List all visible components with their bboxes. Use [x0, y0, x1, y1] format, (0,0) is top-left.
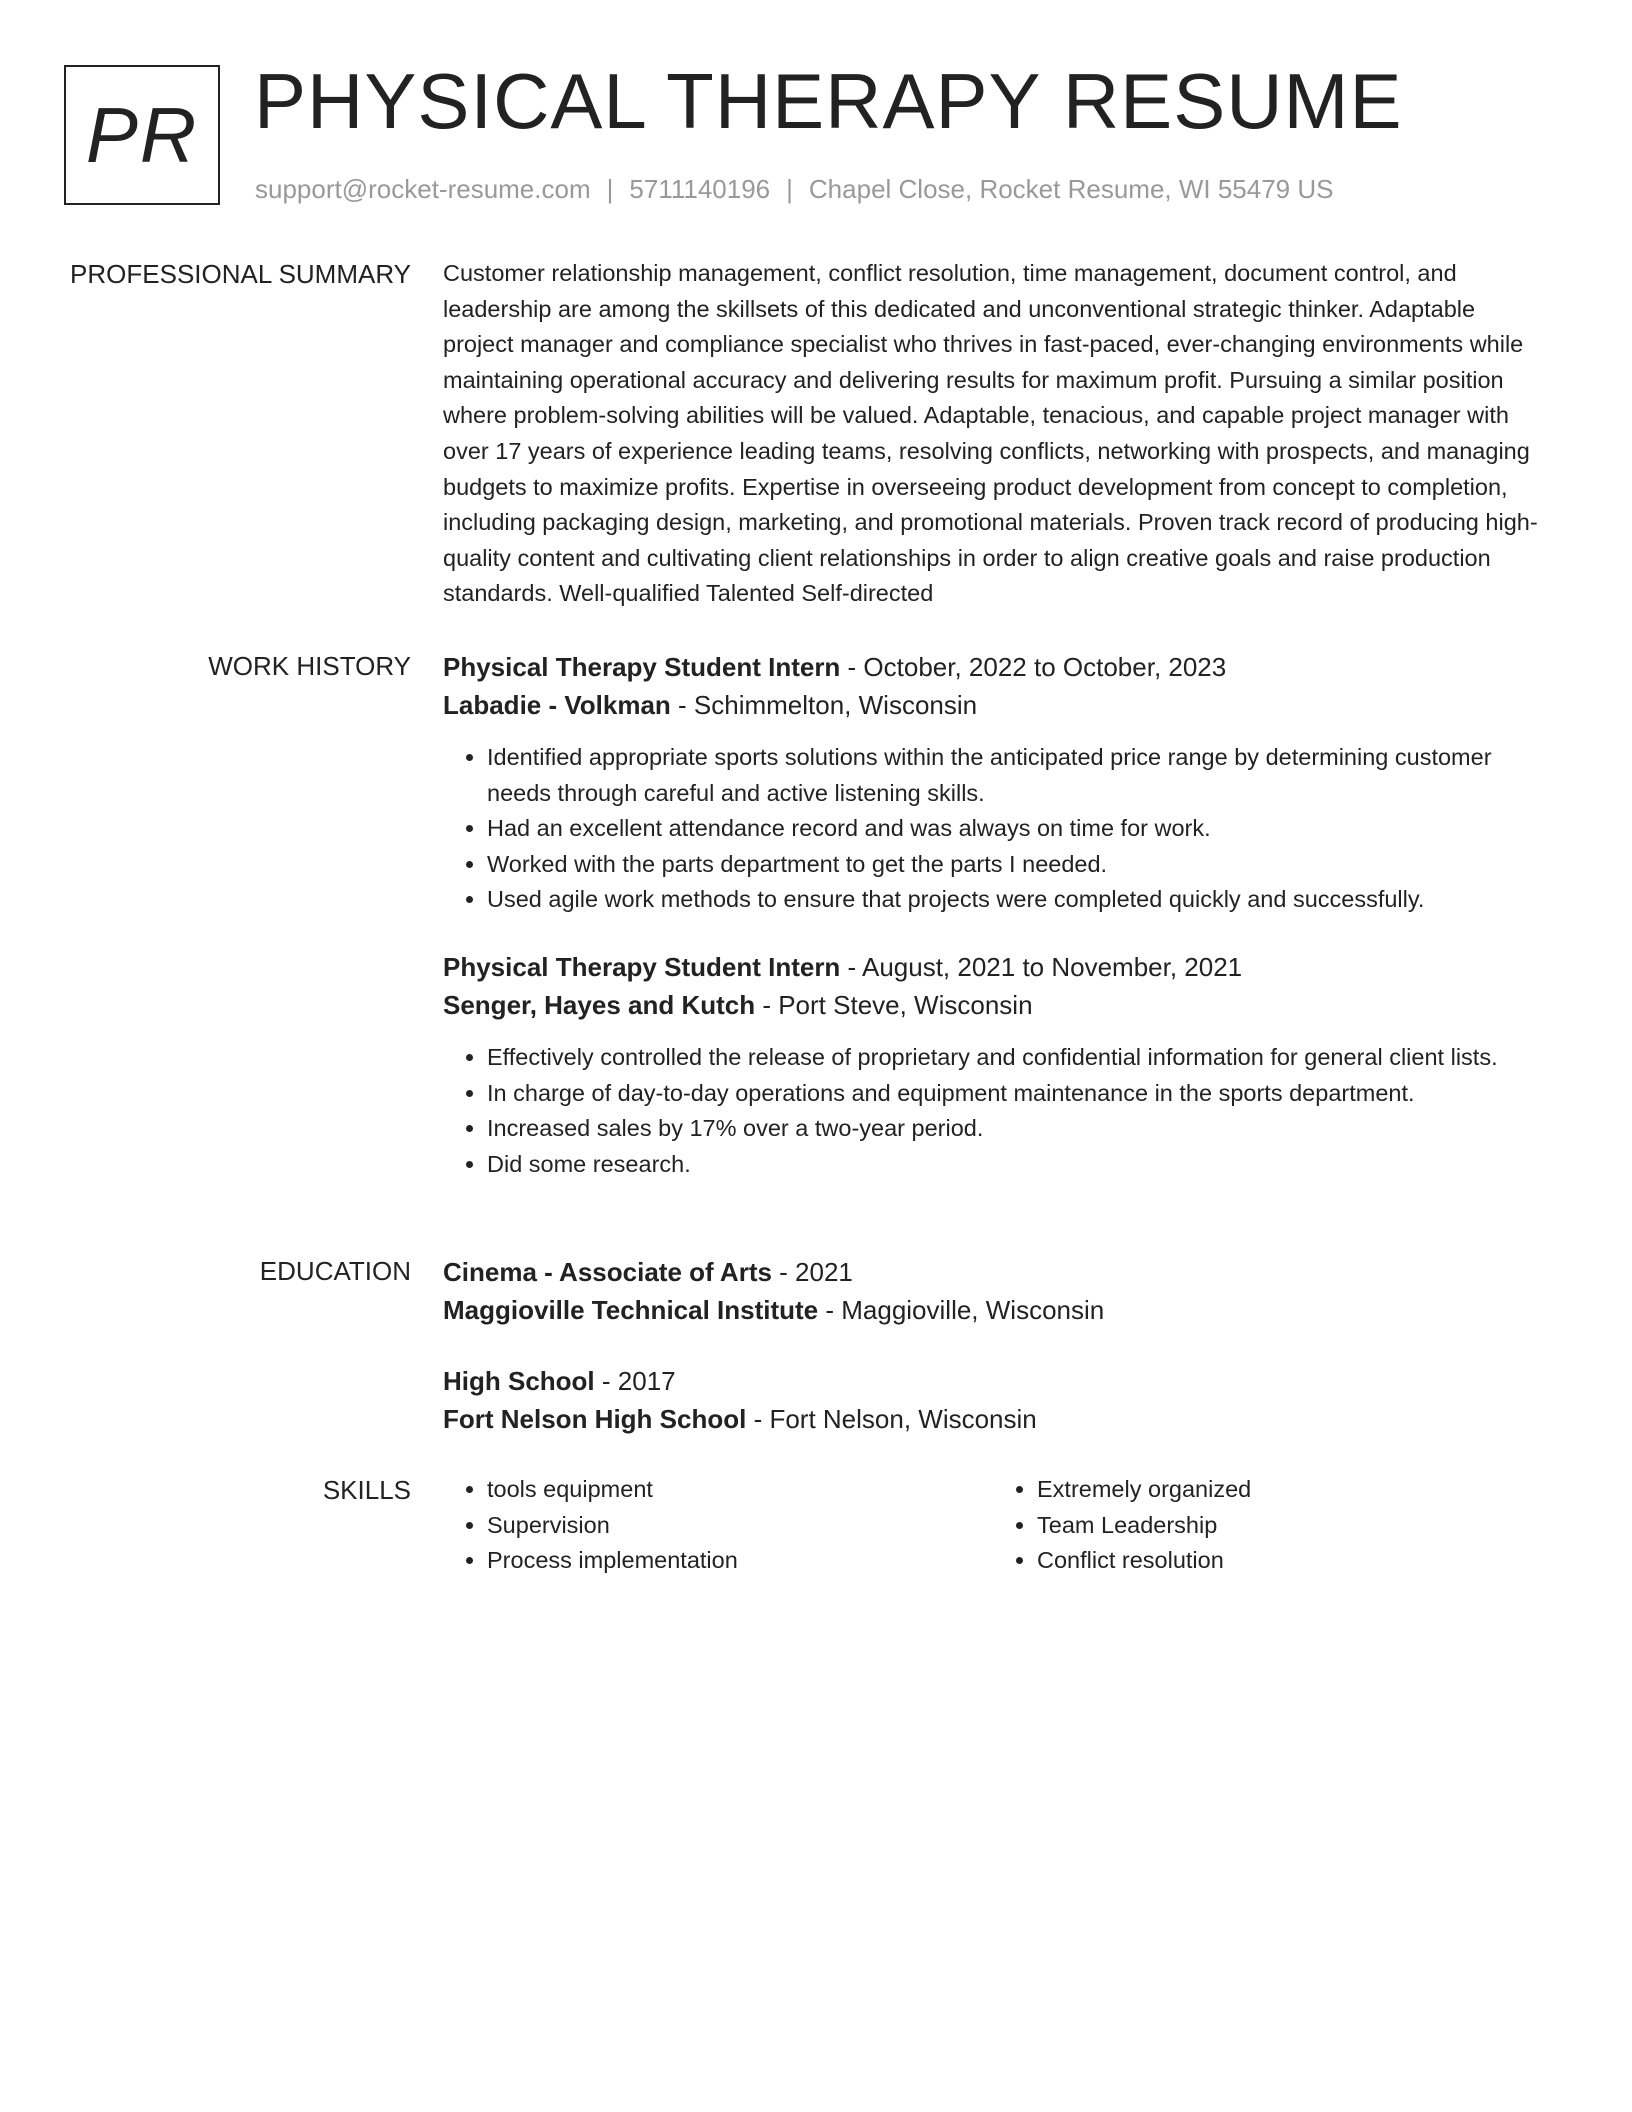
section-label-work-history: WORK HISTORY	[208, 651, 411, 681]
education-location: - Fort Nelson, Wisconsin	[746, 1404, 1037, 1434]
skills-body	[443, 1472, 1543, 1579]
skill-item: • tools equipment	[487, 1472, 993, 1508]
education-school: Fort Nelson High School	[443, 1404, 747, 1434]
education-degree: Cinema - Associate of Arts	[443, 1257, 772, 1287]
job-entry	[443, 648, 1543, 918]
contact-email[interactable]: support@rocket-resume.com	[255, 174, 591, 204]
skills-column-left	[443, 1472, 993, 1579]
job-company-line	[443, 986, 1543, 1024]
job-company: Labadie - Volkman	[443, 690, 671, 720]
skill-item: • Conflict resolution	[1037, 1543, 1543, 1579]
job-title: Physical Therapy Student Intern	[443, 951, 841, 982]
education-entry	[443, 1253, 1543, 1329]
education-degree: High School	[443, 1366, 595, 1396]
education-school-line	[443, 1400, 1543, 1438]
job-bullet: • Used agile work methods to ensure that projects were completed quickly and successfully.	[487, 882, 1543, 918]
job-title-line	[443, 948, 1543, 986]
job-company-line	[443, 686, 1543, 724]
job-location: - Port Steve, Wisconsin	[755, 989, 1033, 1020]
contact-phone[interactable]: 5711140196	[629, 174, 771, 204]
contact-line	[255, 172, 1333, 206]
monogram-box	[64, 65, 220, 205]
contact-separator: |	[786, 174, 793, 204]
job-title-line	[443, 648, 1543, 686]
summary-text: Customer relationship management, conflict resolution, time management, document control, and leadership are among the skillsets of this dedicated and unconventional strategic thinker. Adaptable project manager and compliance specialist who thrives in fast-paced, ever-changing environments while maintaining operational accuracy and delivering results for maximum profit. Pursuing a similar position where problem-solving abilities will be valued. Adaptable, tenacious, and capable project manager with over 17 years of experience leading teams, resolving conflicts, networking with prospects, and managing budgets to maximize profits. Expertise in overseeing product development from concept to completion, including packaging design, marketing, and promotional materials. Proven track record of producing high-quality content and cultivating client relationships in order to align creative goals and raise production standards. Well-qualified Talented Self-directed	[443, 260, 1538, 607]
job-dates: - October, 2022 to October, 2023	[840, 652, 1227, 682]
job-bullets	[443, 1040, 1543, 1182]
job-dates: - August, 2021 to November, 2021	[840, 951, 1243, 982]
job-bullet: • Worked with the parts department to get the parts I needed.	[487, 847, 1543, 883]
job-title: Physical Therapy Student Intern	[443, 652, 841, 682]
education-school: Maggioville Technical Institute	[443, 1295, 819, 1325]
job-bullet: • In charge of day-to-day operations and equipment maintenance in the sports department.	[487, 1076, 1543, 1112]
job-bullet: • Effectively controlled the release of proprietary and confidential information for general client lists.	[487, 1040, 1543, 1076]
skill-item: • Extremely organized	[1037, 1472, 1543, 1508]
section-label-education: EDUCATION	[259, 1256, 411, 1286]
skills-grid	[443, 1472, 1543, 1579]
skill-item: • Process implementation	[487, 1543, 993, 1579]
contact-address: Chapel Close, Rocket Resume, WI 55479 US	[808, 174, 1334, 204]
education-year: - 2017	[594, 1366, 676, 1396]
job-bullet: • Did some research.	[487, 1147, 1543, 1183]
work-history-body	[443, 648, 1543, 1182]
education-degree-line	[443, 1253, 1543, 1291]
education-entry	[443, 1362, 1543, 1438]
skill-item: • Team Leadership	[1037, 1508, 1543, 1544]
education-year: - 2021	[771, 1257, 853, 1287]
resume-title: PHYSICAL THERAPY RESUME	[254, 57, 1403, 145]
job-bullet: • Had an excellent attendance record and was always on time for work.	[487, 811, 1543, 847]
job-entry	[443, 948, 1543, 1182]
job-company: Senger, Hayes and Kutch	[443, 989, 756, 1020]
summary-body	[443, 256, 1543, 612]
job-location: - Schimmelton, Wisconsin	[670, 690, 978, 720]
contact-separator: |	[606, 174, 614, 204]
skill-item: • Supervision	[487, 1508, 993, 1544]
skills-column-right	[993, 1472, 1543, 1579]
monogram-initials: PR	[85, 90, 199, 179]
section-label-skills: SKILLS	[322, 1475, 411, 1505]
job-bullet: • Identified appropriate sports solutions within the anticipated price range by determining customer needs through careful and active listening skills.	[487, 740, 1543, 811]
education-degree-line	[443, 1362, 1543, 1400]
education-location: - Maggioville, Wisconsin	[818, 1295, 1105, 1325]
job-bullets	[443, 740, 1543, 918]
section-label-summary: PROFESSIONAL SUMMARY	[70, 259, 411, 289]
education-school-line	[443, 1291, 1543, 1329]
job-bullet: • Increased sales by 17% over a two-year period.	[487, 1111, 1543, 1147]
education-body	[443, 1253, 1543, 1438]
